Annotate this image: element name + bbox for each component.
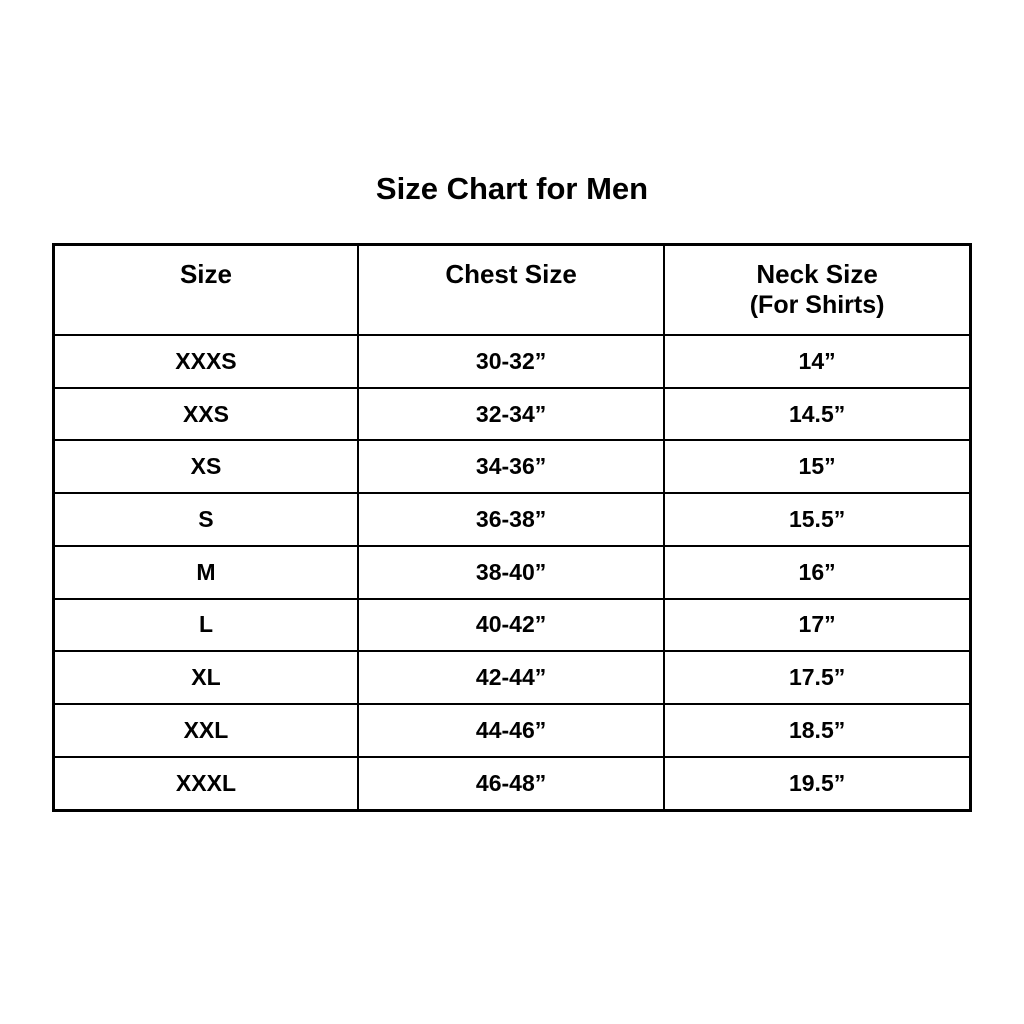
chest-cell: 46-48” (358, 757, 664, 811)
size-cell: S (54, 493, 358, 546)
neck-cell: 15” (664, 440, 970, 493)
table-row (54, 757, 971, 811)
neck-cell: 15.5” (664, 493, 970, 546)
table-row (54, 599, 971, 652)
size-cell: XXL (54, 704, 358, 757)
size-cell: XS (54, 440, 358, 493)
col-header-neck-sublabel: (For Shirts) (749, 291, 885, 319)
page-title: Size Chart for Men (375, 171, 649, 206)
size-cell: M (54, 546, 358, 599)
neck-cell: 19.5” (664, 757, 970, 811)
col-header-neck (664, 245, 970, 336)
header-row (54, 245, 971, 336)
chest-cell: 30-32” (358, 335, 664, 388)
size-cell: XL (54, 651, 358, 704)
neck-cell: 16” (664, 546, 970, 599)
col-header-neck-label: Neck Size (756, 259, 878, 289)
col-header-chest-label: Chest Size (445, 259, 577, 289)
chest-cell: 36-38” (358, 493, 664, 546)
col-header-chest (358, 245, 664, 336)
chest-cell: 42-44” (358, 651, 664, 704)
table-row (54, 493, 971, 546)
col-header-size (54, 245, 358, 336)
chest-cell: 32-34” (358, 388, 664, 441)
neck-cell: 14.5” (664, 388, 970, 441)
col-header-chest-sublabel (359, 290, 663, 321)
neck-cell: 14” (664, 335, 970, 388)
table-row (54, 335, 971, 388)
neck-cell: 17.5” (664, 651, 970, 704)
chest-cell: 38-40” (358, 546, 664, 599)
col-header-size-sublabel (55, 290, 357, 321)
neck-cell: 18.5” (664, 704, 970, 757)
col-header-size-label: Size (179, 259, 232, 289)
size-cell: XXXS (54, 335, 358, 388)
neck-cell: 17” (664, 599, 970, 652)
table-row (54, 704, 971, 757)
table-row (54, 546, 971, 599)
table-row (54, 388, 971, 441)
table-row (54, 651, 971, 704)
size-cell: L (54, 599, 358, 652)
chest-cell: 40-42” (358, 599, 664, 652)
chest-cell: 44-46” (358, 704, 664, 757)
chest-cell: 34-36” (358, 440, 664, 493)
size-cell: XXS (54, 388, 358, 441)
table-row (54, 440, 971, 493)
size-cell: XXXL (54, 757, 358, 811)
size-chart-table (52, 243, 972, 812)
